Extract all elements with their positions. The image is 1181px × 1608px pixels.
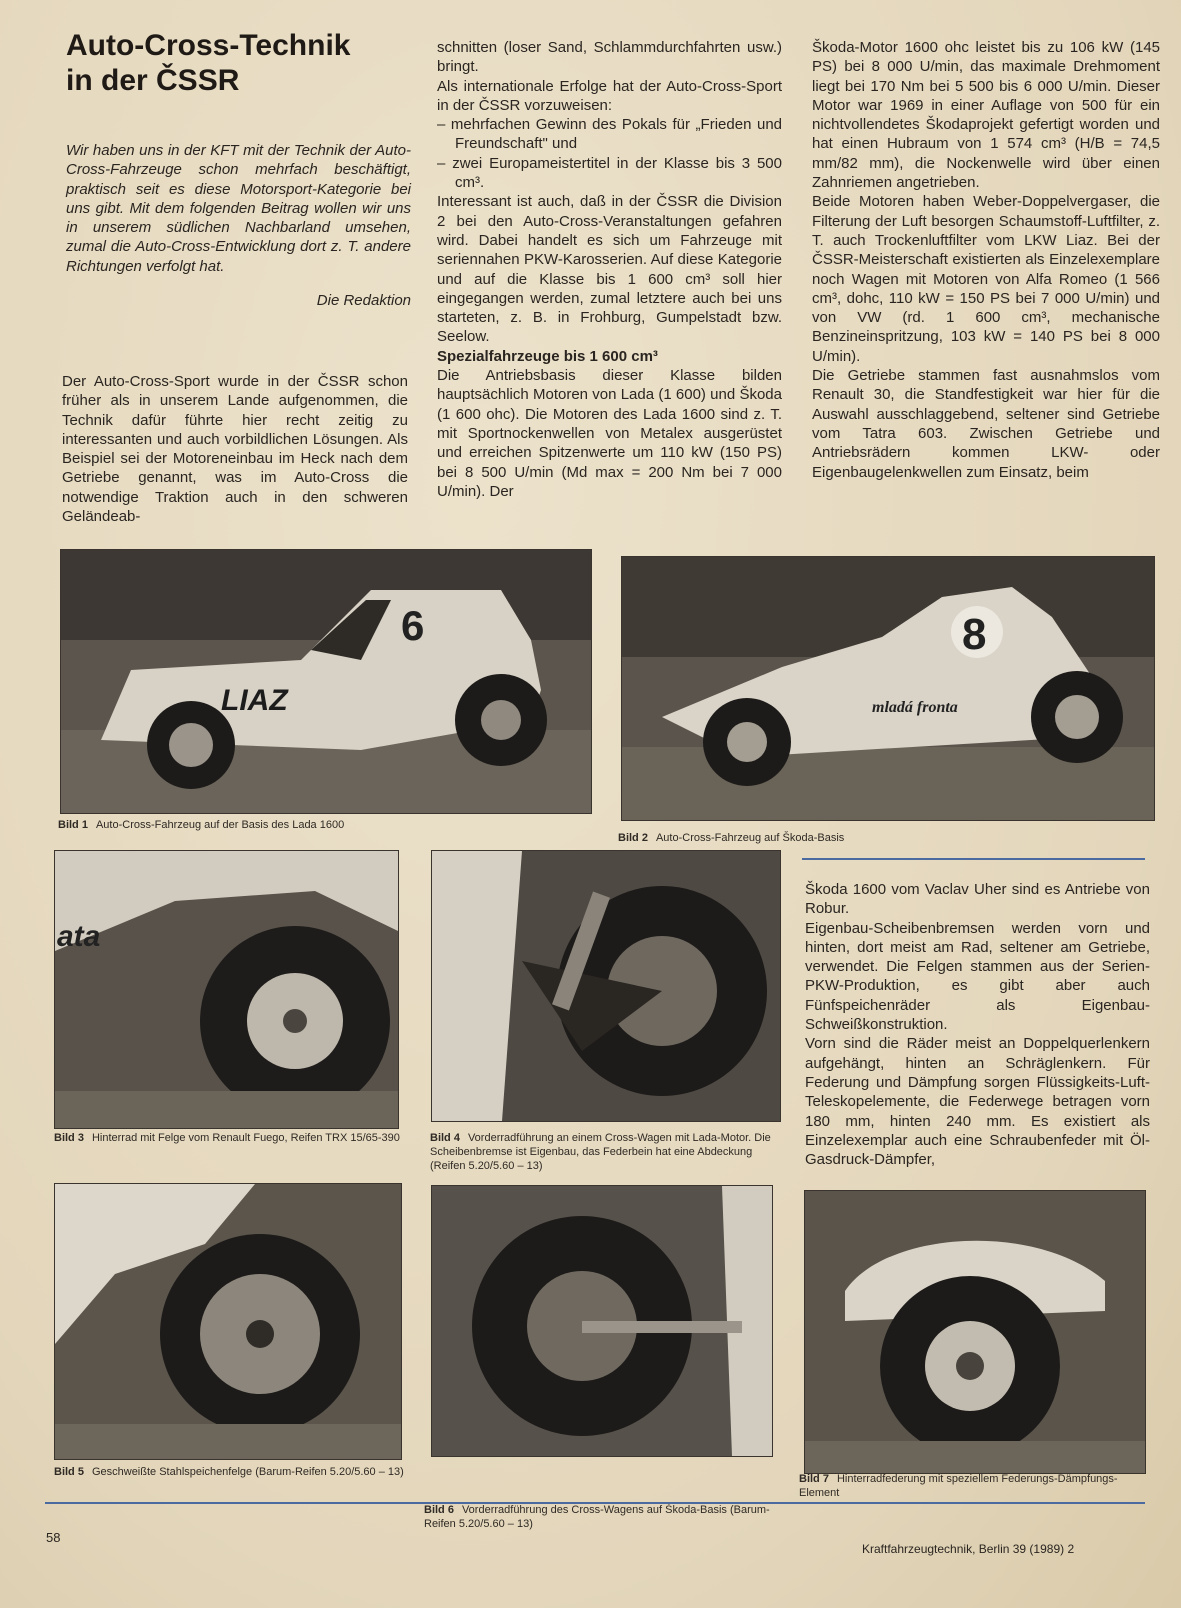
photo-bild-7 — [804, 1190, 1146, 1474]
buggy-skoda-photo — [622, 557, 1154, 820]
svg-text:LIAZ: LIAZ — [221, 684, 288, 717]
list-item: – zwei Europameistertitel in der Klasse bis 3 500 cm³. — [437, 154, 782, 193]
intro-signature: Die Redaktion — [316, 292, 411, 310]
caption-bild-6: Bild 6 Vorderradführung des Cross-Wagens auf Škoda-Basis (Barum-Reifen 5.20/5.60 – 13) — [424, 1504, 770, 1530]
svg-text:mladá fronta: mladá fronta — [872, 699, 958, 716]
column-2: schnitten (loser Sand, Schlammdurchfahrten usw.) bringt. Als internationale Erfolge hat der Auto-Cross-Sport in der ČSSR vorzuweisen: – mehrfachen Gewinn des Pokals für „Frieden und Freundschaft" und – zwei Europameistertitel in der Klasse bis 3 500 cm³. Interessant ist auch, daß in der ČSSR die Division 2 bei den Auto-Cross-Veranstaltungen gefahren wird. Dabei handelt es sich um Fahrzeuge mit seriennahen PKW-Karosserien. Auf diese Kategorie und auf die Klasse bis 1 600 cm³ soll hier eingegangen werden, zumal letztere auch bei uns starteten, z. B. in Frohburg, Gumpelstadt bzw. Seelow. Spezialfahrzeuge bis 1 600 cm³ Die Antriebsbasis dieser Klasse bilden hauptsächlich Motoren von Lada (1 600) und Škoda (1 600 ohc). Die Motoren des Lada 1600 sind z. T. mit Sportnockenwellen von Metalex ausgerüstet und erreichen Spitzenwerte um 110 kW (150 PS) bei 8 500 U/min (Md max = 200 Nm bei 7 000 U/min). Der — [437, 38, 782, 501]
article-intro: Wir haben uns in der KFT mit der Technik der Auto-Cross-Fahrzeuge schon mehrfach beschäftigt, praktisch seit es diese Motorsport-Kategorie bei uns gibt. Mit dem folgenden Beitrag wollen wir uns in unserem südlichen Nachbarland umsehen, zumal die Auto-Cross-Entwicklung dort z. T. andere Richtungen verfolgt hat. Die Redaktion — [66, 142, 411, 310]
photo-bild-3 — [54, 850, 399, 1129]
caption-bild-4: Bild 4 Vorderradführung an einem Cross-Wagen mit Lada-Motor. Die Scheibenbremse ist Eigenbau, das Federbein hat eine Abdeckung (Reifen 5.20/5.60 – 13) — [430, 1132, 771, 1172]
rear-suspension-photo — [805, 1191, 1145, 1473]
caption-bild-2: Bild 2 Auto-Cross-Fahrzeug auf Škoda-Basis — [618, 832, 845, 844]
bottom-rule — [45, 1502, 1145, 1504]
caption-bild-7: Bild 7 Hinterradfederung mit speziellem Federungs-Dämpfungs-Element — [799, 1473, 1118, 1499]
photo-bild-2 — [621, 556, 1155, 821]
caption-bild-1: Bild 1 Auto-Cross-Fahrzeug auf der Basis des Lada 1600 — [58, 819, 345, 831]
photo-bild-4 — [431, 850, 781, 1122]
caption-bild-3: Bild 3 Hinterrad mit Felge vom Renault Fuego, Reifen TRX 15/65-390 — [54, 1132, 400, 1144]
photo-bild-6 — [431, 1185, 773, 1457]
list-item: – mehrfachen Gewinn des Pokals für „Frieden und Freundschaft" und — [437, 115, 782, 154]
publication-info: Kraftfahrzeugtechnik, Berlin 39 (1989) 2 — [862, 1542, 1075, 1556]
buggy-lada-photo — [61, 550, 591, 813]
photo-bild-1 — [60, 549, 592, 814]
svg-text:ata: ata — [57, 920, 101, 953]
divider-rule — [802, 858, 1145, 860]
front-wheel-guide-photo — [432, 1186, 772, 1456]
section-heading: Spezialfahrzeuge bis 1 600 cm³ — [437, 347, 658, 365]
svg-text:6: 6 — [401, 602, 425, 649]
caption-bild-5: Bild 5 Geschweißte Stahlspeichenfelge (Barum-Reifen 5.20/5.60 – 13) — [54, 1466, 404, 1478]
column-3: Škoda-Motor 1600 ohc leistet bis zu 106 kW (145 PS) bei 8 000 U/min, das maximale Drehmoment liegt bei 170 Nm bei 5 500 bis 6 000 U/min. Dieser Motor war 1969 in einer Auflage von 500 für ein nichtvollendetes Škodaprojekt gefertigt worden und hat einen Hubraum von 1 574 cm³ (H/B = 74,5 mm/82 mm), die Nockenwelle wird über einen Zahnriemen angetrieben. Beide Motoren haben Weber-Doppelvergaser, die Filterung der Luft besorgen Schaumstoff-Luftfilter, z. T. auch Trockenluftfilter vom LKW Liaz. Bei der ČSSR-Meisterschaft existierten als Einzelexemplare noch Wagen mit Motoren von Alfa Romeo (1 566 cm³, dohc, 110 kW = 150 PS bei 7 000 U/min) und von VW (rd. 1 600 cm³, mechanische Benzineinspritzung, 103 kW = 140 PS bei 8 000 U/min). Die Getriebe stammen fast ausnahmslos vom Renault 30, die Standfestigkeit war hier für die Auswahl ausschlaggebend, seltener sind Getriebe vom Tatra 603. Zwischen Getriebe und Antriebsrädern kommen LKW- oder Eigenbaugelenkwellen zum Einsatz, beim — [812, 39, 1160, 481]
page-number: 58 — [46, 1530, 61, 1545]
article-title: Auto-Cross-Technik in der ČSSR — [66, 29, 351, 97]
photo-bild-5 — [54, 1183, 402, 1460]
svg-text:8: 8 — [962, 610, 987, 659]
rear-wheel-photo — [55, 851, 398, 1128]
steel-spoke-wheel-photo — [55, 1184, 401, 1459]
column-3-continued: Škoda 1600 vom Vaclav Uher sind es Antriebe von Robur. Eigenbau-Scheibenbremsen werden vorn und hinten, dort meist am Rad, seltener am Getriebe, verwendet. Die Felgen stammen aus der Serien-PKW-Produktion, es gibt aber auch Fünfspeichenräder als Eigenbau-Schweißkonstruktion. Vorn sind die Räder meist an Doppelquerlenkern aufgehängt, hinten an Schräglenkern. Für Federung und Dämpfung sorgen Flüssigkeits-Luft-Teleskopelemente, die Federwege betragen vorn 180 mm, hinten 240 mm. Es existiert als Einzelexemplar auch eine Schraubenfeder mit Öl-Gasdruck-Dämpfer, — [805, 881, 1150, 1169]
front-suspension-photo — [432, 851, 780, 1121]
column-1-body: Der Auto-Cross-Sport wurde in der ČSSR schon früher als in unserem Lande aufgenommen, die Technik dafür führte hier recht zeitig zu interessanten und auch vorbildlichen Lösungen. Als Beispiel sei der Motoreneinbau im Heck nach dem Getriebe genannt, was im Auto-Cross die notwendige Traktion auch in den schweren Geländeab- — [62, 373, 408, 526]
success-list — [437, 115, 782, 192]
